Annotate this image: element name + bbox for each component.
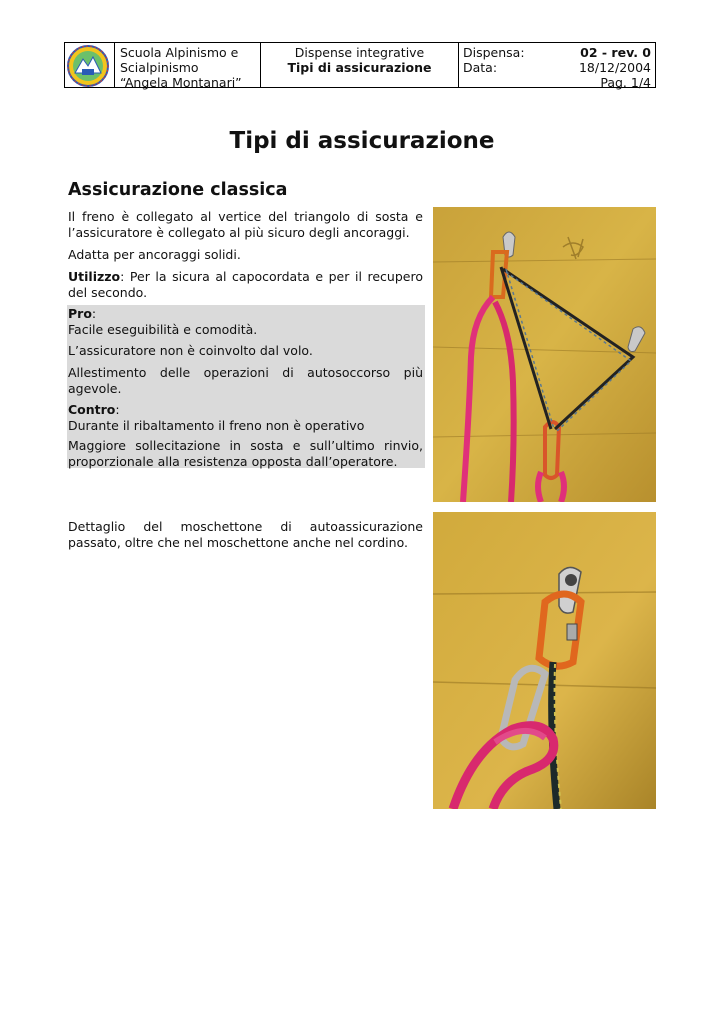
page-title: Tipi di assicurazione bbox=[229, 128, 495, 154]
suitability-paragraph: Adatta per ancoraggi solidi. bbox=[68, 247, 241, 262]
document-meta bbox=[459, 43, 655, 90]
pro-label: Pro bbox=[68, 306, 92, 321]
date-label: Data: bbox=[463, 60, 498, 75]
carabiner-detail-photo bbox=[433, 512, 656, 809]
belay-triangle-photo bbox=[433, 207, 656, 502]
document-title-cell bbox=[261, 43, 459, 87]
doc-title: Tipi di assicurazione bbox=[287, 60, 432, 75]
school-logo-icon bbox=[65, 43, 115, 89]
utilizzo-label: Utilizzo bbox=[68, 269, 121, 284]
date-value: 18/12/2004 bbox=[578, 60, 651, 75]
doc-type: Dispense integrative bbox=[294, 45, 425, 60]
pro-item: Facile eseguibilità e comodità. bbox=[68, 321, 258, 337]
school-name: Scuola Alpinismo e Scialpinismo “Angela Montanari” bbox=[115, 43, 261, 87]
utilizzo-paragraph: Utilizzo: Per la sicura al capocordata e per il recupero del secondo. bbox=[68, 269, 423, 300]
pro-item: Allestimento delle operazioni di autosoccorso più agevole. bbox=[68, 365, 423, 396]
dispensa-label: Dispensa: bbox=[463, 45, 525, 60]
school-logo bbox=[65, 43, 115, 87]
intro-paragraph: Il freno è collegato al vertice del triangolo di sosta e l’assicuratore è collegato al più sicuro degli ancoraggi. bbox=[68, 209, 423, 240]
detail-caption: Dettaglio del moschettone di autoassicurazione passato, oltre che nel moschettone anche nel cordino. bbox=[68, 519, 423, 550]
document-header bbox=[64, 42, 656, 88]
page-number: Pag. 1/4 bbox=[600, 75, 651, 90]
dispensa-value: 02 - rev. 0 bbox=[580, 45, 651, 60]
section-heading: Assicurazione classica bbox=[68, 180, 288, 200]
pro-item: L’assicuratore non è coinvolto dal volo. bbox=[68, 343, 313, 358]
contro-label: Contro bbox=[68, 402, 116, 417]
contro-item: Durante il ribaltamento il freno non è operativo bbox=[68, 417, 365, 433]
contro-block: Contro: Durante il ribaltamento il freno non è operativo bbox=[68, 402, 423, 433]
pro-block: Pro: Facile eseguibilità e comodità. bbox=[68, 306, 423, 337]
contro-item: Maggiore sollecitazione in sosta e sull’ultimo rinvio, proporzionale alla resistenza opposta dall’operatore. bbox=[68, 438, 423, 469]
